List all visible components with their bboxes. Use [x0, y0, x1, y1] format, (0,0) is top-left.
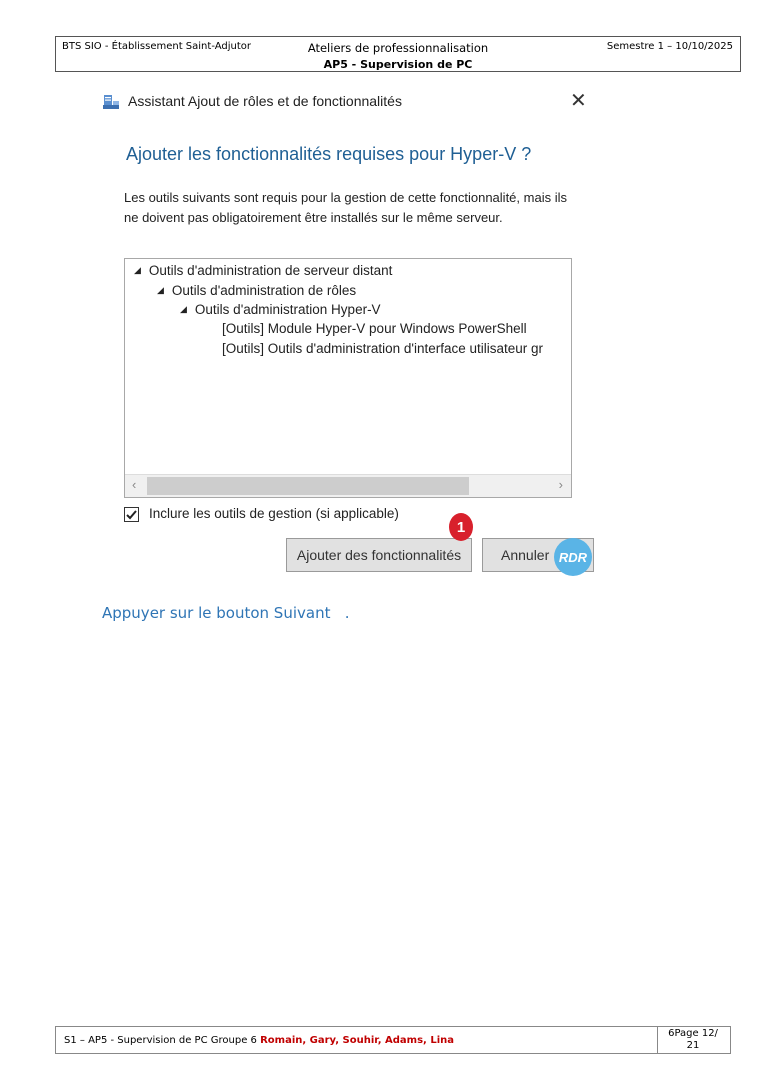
header-title: Ateliers de professionnalisation [307, 41, 489, 55]
page-header [55, 36, 741, 72]
close-icon[interactable]: ✕ [570, 90, 587, 112]
scrollbar-thumb[interactable] [147, 477, 469, 495]
footer-course: S1 – AP5 - Supervision de PC Groupe 6 [64, 1035, 261, 1046]
server-manager-icon [103, 94, 121, 110]
footer-divider [657, 1027, 658, 1053]
page-number-line1: 6Page 12/ [668, 1028, 718, 1039]
expand-triangle-icon[interactable]: ◢ [157, 285, 164, 295]
features-tree[interactable] [124, 258, 572, 498]
header-semester-date: Semestre 1 – 10/10/2025 [606, 41, 733, 52]
page-footer [55, 1026, 731, 1054]
tree-item[interactable]: ◢ Outils d'administration de serveur distant [134, 263, 393, 278]
page-number-line2: 21 [686, 1040, 700, 1051]
footer-text [64, 1035, 454, 1046]
tree-item[interactable]: ◢ Outils d'administration Hyper-V [180, 302, 381, 317]
expand-triangle-icon[interactable]: ◢ [180, 304, 187, 314]
dialog-body [122, 140, 588, 582]
tree-item[interactable]: [Outils] Outils d'administration d'interface utilisateur gr [222, 341, 544, 356]
dialog-description: Les outils suivants sont requis pour la gestion de cette fonctionnalité, mais ils ne doivent pas obligatoirement être installés sur le même serveur. [124, 190, 567, 225]
page-number [660, 1028, 726, 1052]
horizontal-scrollbar[interactable] [125, 474, 571, 498]
instruction-text: Appuyer sur le bouton Suivant . [102, 604, 350, 622]
wizard-dialog-screenshot [100, 86, 596, 582]
dialog-heading: Ajouter les fonctionnalités requises pour Hyper-V ? [126, 144, 532, 164]
scroll-left-arrow-icon[interactable]: ‹ [132, 477, 137, 492]
tree-item[interactable]: ◢ Outils d'administration de rôles [157, 283, 357, 298]
expand-triangle-icon[interactable]: ◢ [134, 265, 141, 275]
checkmark-icon [125, 508, 138, 521]
dialog-title: Assistant Ajout de rôles et de fonctionnalités [128, 93, 402, 109]
tree-item[interactable]: [Outils] Module Hyper-V pour Windows PowerShell [222, 321, 527, 336]
include-tools-label: Inclure les outils de gestion (si applicable) [149, 506, 399, 521]
watermark-logo: RDR [554, 538, 592, 576]
cancel-button[interactable]: Annuler [482, 538, 594, 572]
footer-group-names: Romain, Gary, Souhir, Adams, Lina [260, 1035, 454, 1046]
include-tools-checkbox[interactable] [124, 507, 139, 522]
header-subtitle: AP5 - Supervision de PC [323, 58, 473, 71]
scroll-right-arrow-icon[interactable]: › [558, 477, 563, 492]
include-tools-checkbox-row[interactable] [124, 506, 399, 522]
step-callout-badge: 1 [449, 513, 473, 541]
add-features-button[interactable]: Ajouter des fonctionnalités [286, 538, 472, 572]
header-school: BTS SIO - Établissement Saint-Adjutor [62, 41, 251, 52]
dialog-titlebar [100, 86, 596, 118]
